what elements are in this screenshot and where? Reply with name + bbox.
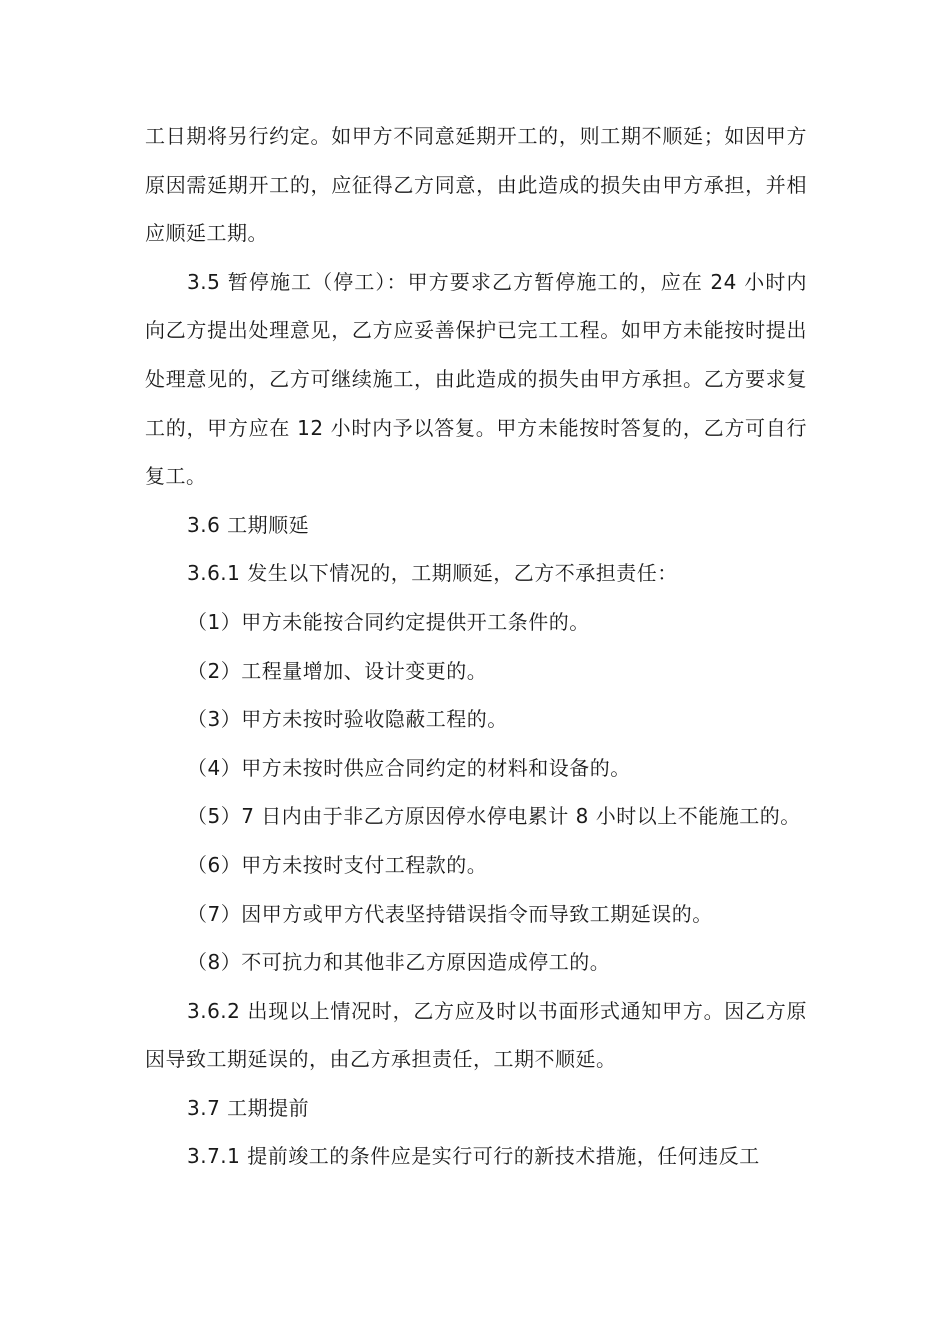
paragraph-intro: 工日期将另行约定。如甲方不同意延期开工的，则工期不顺延；如因甲方原因需延期开工的，应征得乙方同意，由此造成的损失由甲方承担，并相应顺延工期。 bbox=[145, 124, 807, 246]
paragraph-3-5: 3.5 暂停施工（停工）：甲方要求乙方暂停施工的，应在 24 小时内向乙方提出处理意见，乙方应妥善保护已完工工程。如甲方未能按时提出处理意见的，乙方可继续施工，由此造成的损失由甲方承担。乙方要求复工的，甲方应在 12 小时内予以答复。甲方未能按时答复的，乙方可自行复工。 bbox=[145, 269, 807, 489]
list-item-2: （2）工程量增加、设计变更的。 bbox=[187, 658, 488, 683]
list-item-3: （3）甲方未按时验收隐蔽工程的。 bbox=[187, 707, 508, 732]
paragraph-3-6-2: 3.6.2 出现以上情况时，乙方应及时以书面形式通知甲方。因乙方原因导致工期延误的，由乙方承担责任，工期不顺延。 bbox=[145, 998, 807, 1072]
list-item-4: （4）甲方未按时供应合同约定的材料和设备的。 bbox=[187, 755, 631, 780]
list-item-7: （7）因甲方或甲方代表坚持错误指令而导致工期延误的。 bbox=[187, 901, 713, 926]
paragraph-3-6-1: 3.6.1 发生以下情况的，工期顺延，乙方不承担责任： bbox=[187, 561, 678, 586]
list-item-6: （6）甲方未按时支付工程款的。 bbox=[187, 852, 488, 877]
document-page bbox=[145, 112, 807, 1181]
list-item-8: （8）不可抗力和其他非乙方原因造成停工的。 bbox=[187, 950, 611, 975]
heading-3-6: 3.6 工期顺延 bbox=[187, 512, 310, 537]
heading-3-7: 3.7 工期提前 bbox=[187, 1095, 310, 1120]
list-item-5: （5）7 日内由于非乙方原因停水停电累计 8 小时以上不能施工的。 bbox=[187, 804, 801, 829]
paragraph-3-7-1: 3.7.1 提前竣工的条件应是实行可行的新技术措施，任何违反工 bbox=[187, 1144, 760, 1169]
list-item-1: （1）甲方未能按合同约定提供开工条件的。 bbox=[187, 609, 590, 634]
